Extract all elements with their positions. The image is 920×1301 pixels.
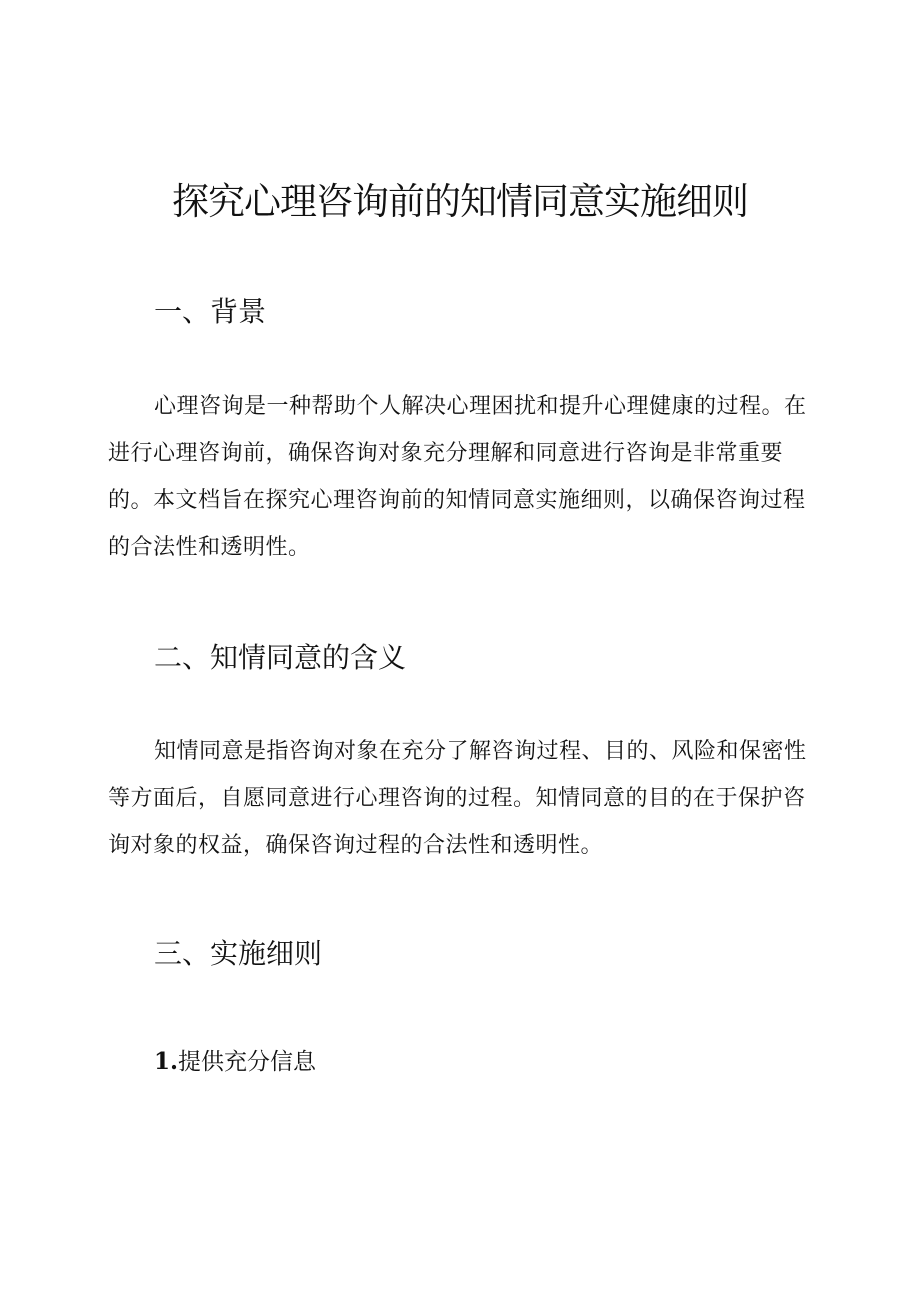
section-paragraph-background: 心理咨询是一种帮助个人解决心理困扰和提升心理健康的过程。在进行心理咨询前，确保咨询对象充分理解和同意进行咨询是非常重要的。本文档旨在探究心理咨询前的知情同意实施细则，以确保咨询过程的合法性和透明性。 (108, 394, 807, 560)
section-heading-implementation-rules: 三、实施细则 (154, 937, 323, 970)
subsection-heading-provide-information (154, 1045, 316, 1079)
section-heading-informed-consent-meaning: 二、知情同意的含义 (154, 641, 407, 674)
section-heading-background: 一、背景 (154, 295, 267, 328)
section-paragraph-informed-consent-meaning: 知情同意是指咨询对象在充分了解咨询过程、目的、风险和保密性等方面后，自愿同意进行心理咨询的过程。知情同意的目的在于保护咨询对象的权益，确保咨询过程的合法性和透明性。 (108, 739, 807, 858)
subsection-label: 提供充分信息 (178, 1049, 317, 1075)
subsection-number: 1. (154, 1048, 179, 1075)
document-title: 探究心理咨询前的知情同意实施细则 (172, 180, 748, 223)
